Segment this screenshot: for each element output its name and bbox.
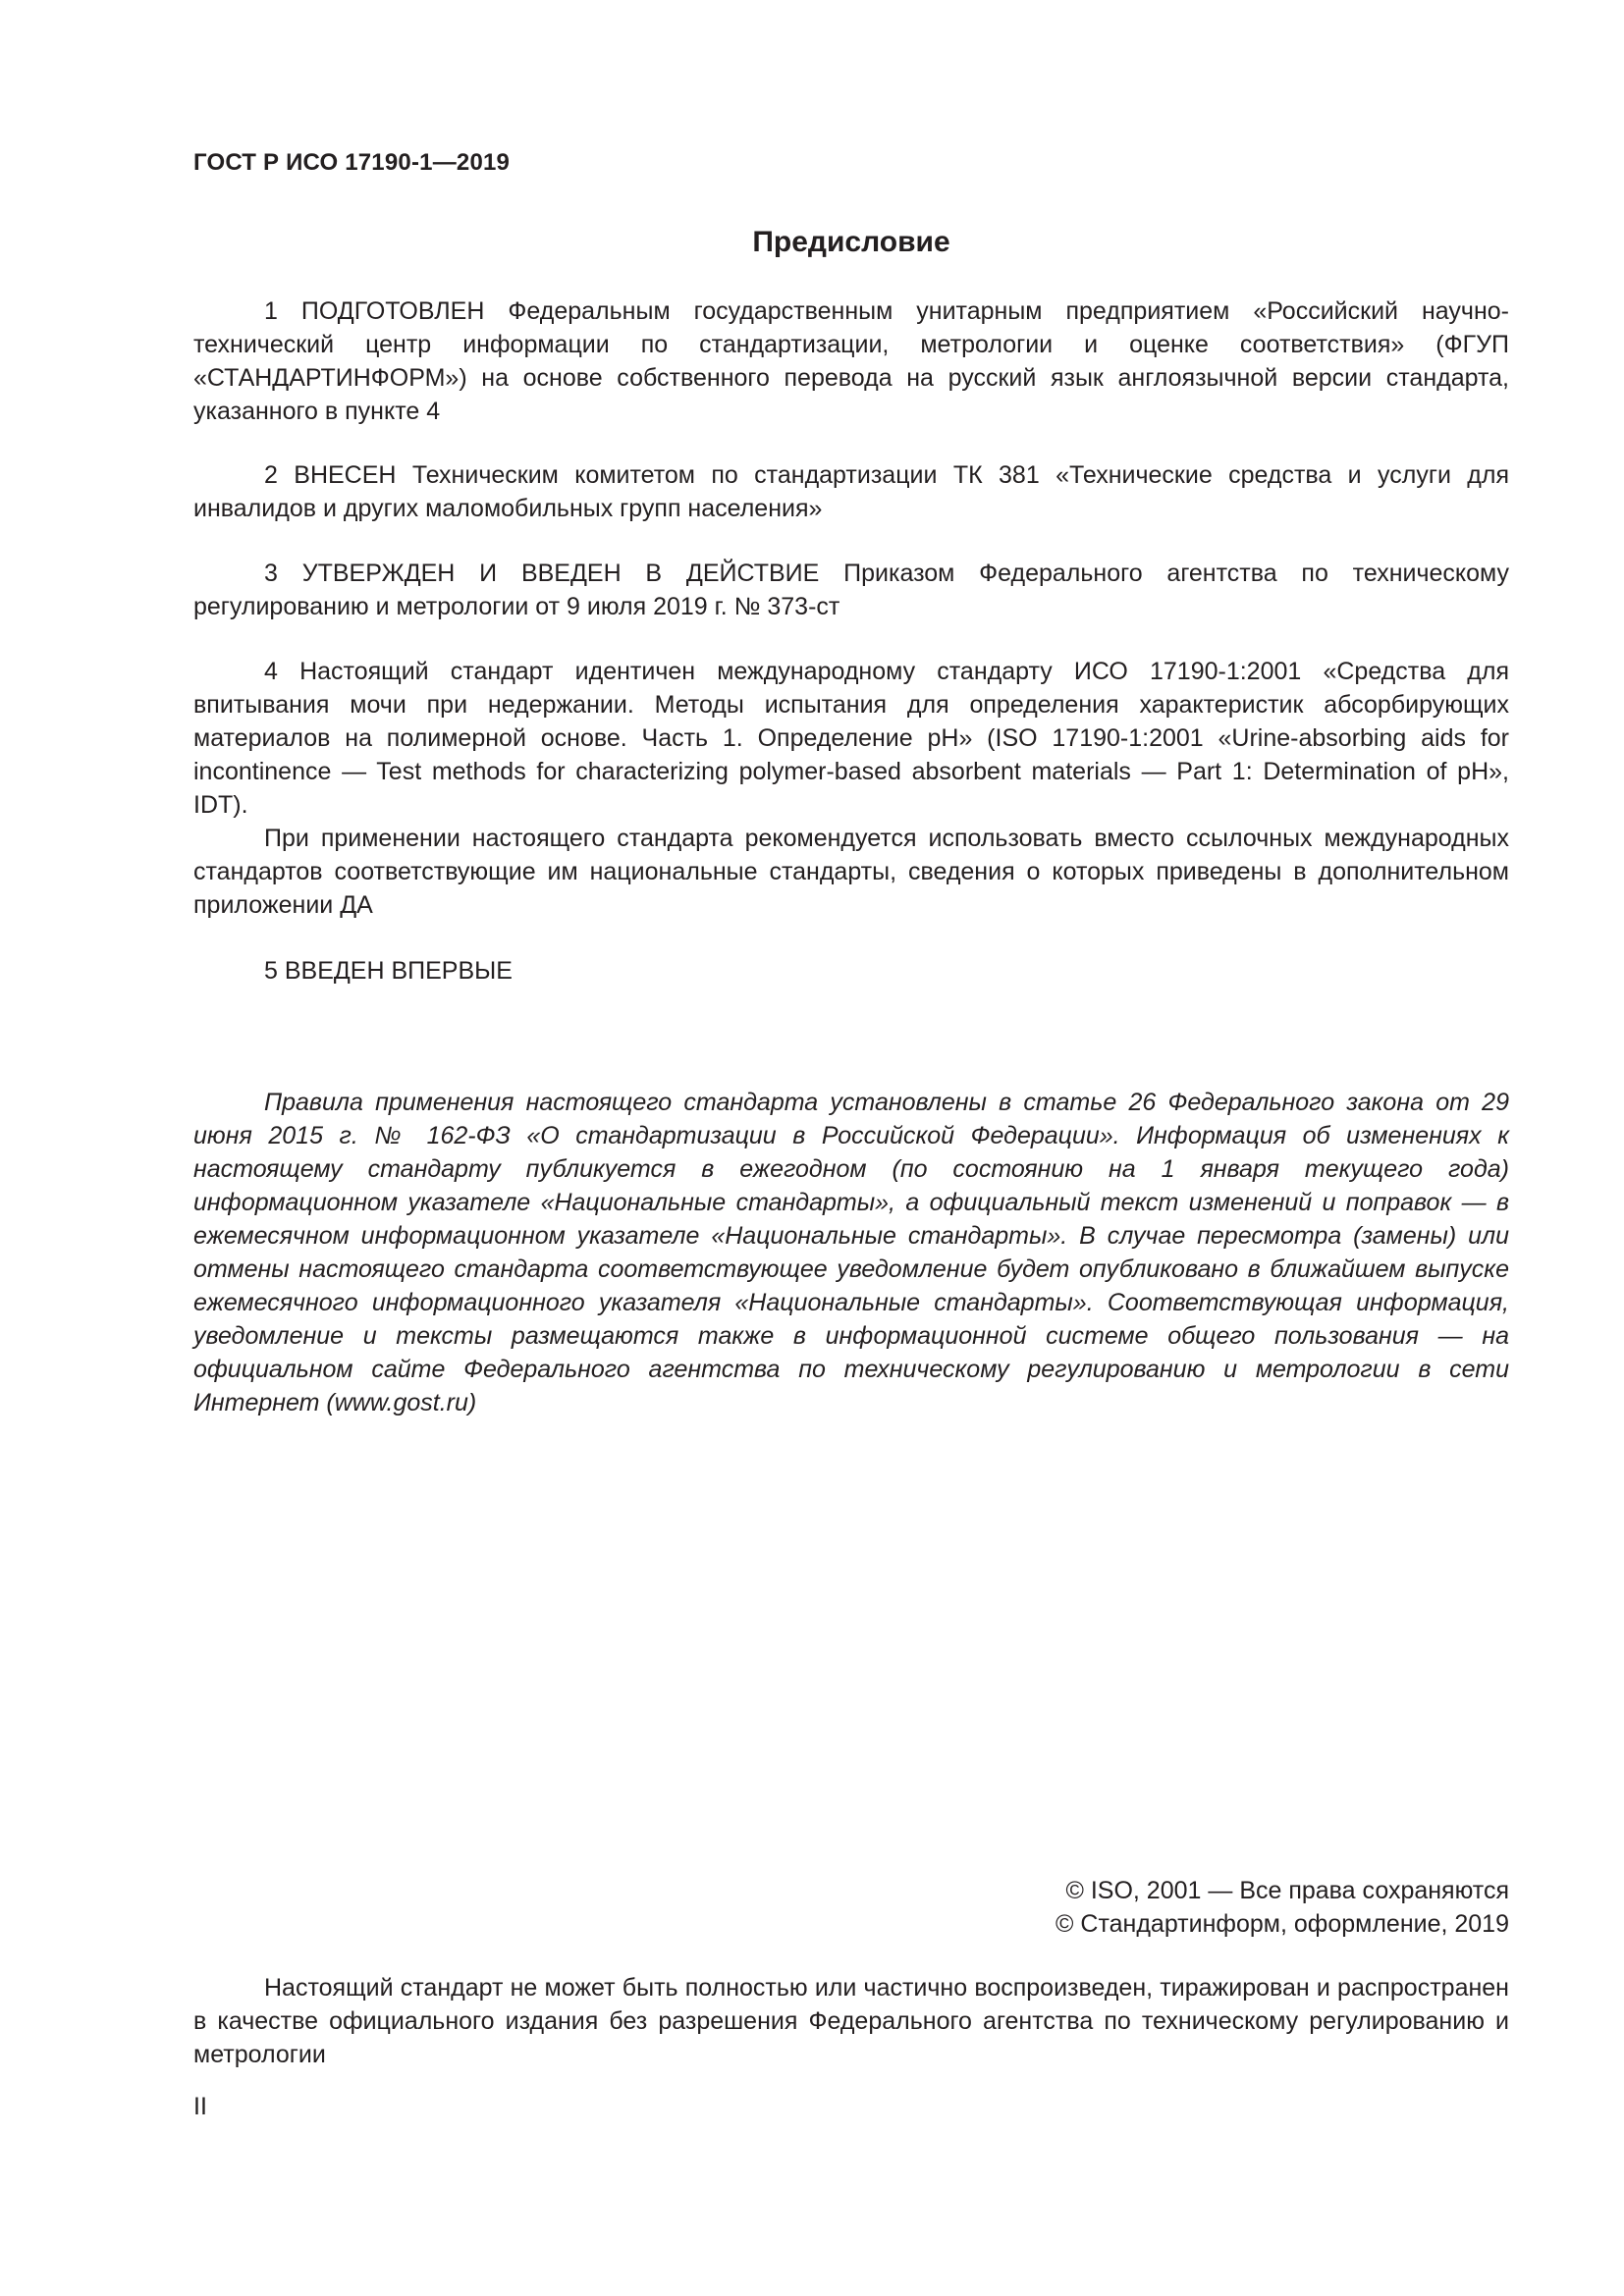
foreword-item-3-text: 3 УТВЕРЖДЕН И ВВЕДЕН В ДЕЙСТВИЕ Приказом Федерального агентства по техническому регулированию и метрологии от 9 июля 2019 г. № 373-ст <box>193 560 1509 620</box>
reproduction-notice-text: Настоящий стандарт не может быть полностью или частично воспроизведен, тиражирован и распространен в качестве официального издания без разрешения Федерального агентства по техническому регулированию и метрологии <box>193 1974 1509 2068</box>
foreword-item-4 <box>193 655 1509 922</box>
foreword-item-2-text: 2 ВНЕСЕН Техническим комитетом по стандартизации ТК 381 «Технические средства и услуги для инвалидов и других маломобильных групп населения» <box>193 461 1509 522</box>
page-number: II <box>193 2093 207 2120</box>
foreword-item-5 <box>193 954 1509 988</box>
document-code-header: ГОСТ Р ИСО 17190-1—2019 <box>193 149 511 176</box>
application-rules-notice <box>193 1086 1509 1419</box>
copyright-block <box>193 1874 1509 1941</box>
foreword-item-2 <box>193 458 1509 525</box>
foreword-item-1-text: 1 ПОДГОТОВЛЕН Федеральным государственным унитарным предприятием «Российский научно-технический центр информации по стандартизации, метрологии и оценке соответствия» (ФГУП «СТАНДАРТИНФОРМ») на основе собственного перевода на русский язык англоязычной версии стандарта, указанного в пункте 4 <box>193 297 1509 425</box>
copyright-iso: © ISO, 2001 — Все права сохраняются <box>1065 1877 1509 1904</box>
copyright-standartinform: © Стандартинформ, оформление, 2019 <box>1056 1910 1509 1938</box>
application-rules-text: Правила применения настоящего стандарта установлены в статье 26 Федерального закона от 29 июня 2015 г. № 162-ФЗ «О стандартизации в Российской Федерации». Информация об изменениях к настоящему стандарту публикуется в ежегодном (по состоянию на 1 января текущего года) информационном указателе «Национальные стандарты», а официальный текст изменений и поправок — в ежемесячном информационном указателе «Национальные стандарты». В случае пересмотра (замены) или отмены настоящего стандарта соответствующее уведомление будет опубликовано в ближайшем выпуске ежемесячного информационного указателя «Национальные стандарты». Соответствующая информация, уведомление и тексты размещаются также в информационной системе общего пользования — на официальном сайте Федерального агентства по техническому регулированию и метрологии в сети Интернет (www.gost.ru) <box>193 1089 1509 1416</box>
foreword-item-4-note: При применении настоящего стандарта рекомендуется использовать вместо ссылочных международных стандартов соответствующие им национальные стандарты, сведения о которых приведены в дополнительном приложении ДА <box>193 825 1509 919</box>
page-title: Предисловие <box>752 226 950 258</box>
foreword-item-5-text: 5 ВВЕДЕН ВПЕРВЫЕ <box>264 957 513 985</box>
foreword-item-1 <box>193 294 1509 428</box>
foreword-item-3 <box>193 557 1509 623</box>
foreword-item-4-text: 4 Настоящий стандарт идентичен международному стандарту ИСО 17190-1:2001 «Средства для впитывания мочи при недержании. Методы испытания для определения характеристик абсорбирующих материалов на полимерной основе. Часть 1. Определение рН» (ISO 17190-1:2001 «Urine-absorbing aids for incontinence — Test methods for characterizing polymer-based absorbent materials — Part 1: Determination of pH», IDT). <box>193 658 1509 819</box>
reproduction-notice <box>193 1971 1509 2071</box>
